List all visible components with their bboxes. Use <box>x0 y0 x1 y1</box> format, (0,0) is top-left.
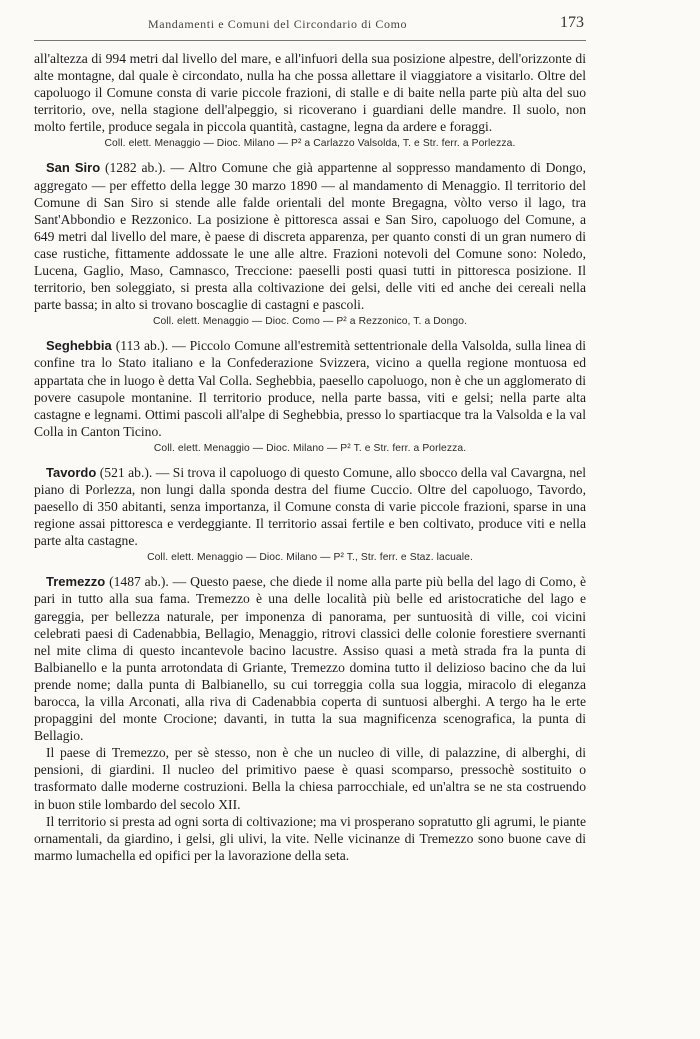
entry-paragraph <box>34 573 586 744</box>
entry-coll-line: Coll. elett. Menaggio — Dioc. Milano — P² T., Str. ferr. e Staz. lacuale. <box>147 552 473 564</box>
intro-coll-line: Coll. elett. Menaggio — Dioc. Milano — P² a Carlazzo Valsolda, T. e Str. ferr. a Porlezza. <box>104 138 516 150</box>
body-text <box>34 50 586 864</box>
entry-text: (113 ab.). — Piccolo Comune all'estremità settentrionale della Valsolda, sulla linea di confine tra lo Stato italiano e la Confederazione Svizzera, vicino a quella regione montuosa ed appartata che in luogo è detta Val Colla. Seghebbia, paesello capoluogo, non è che un agglomerato di povere casupole montanine. Il territorio produce, nella parte bassa, viti e gelsi; nella parte alta castagne e legnami. Ottimi pascoli all'alpe di Seghebbia, presso lo spartiacque tra la Valsolda e la val Colla in Canton Ticino. <box>34 338 586 439</box>
entry-coll-line: Coll. elett. Menaggio — Dioc. Milano — P² T. e Str. ferr. a Porlezza. <box>153 442 467 454</box>
entry-paragraph <box>34 159 586 313</box>
entry-name: Seghebbia <box>46 338 112 354</box>
entry-text: (1487 ab.). — Questo paese, che diede il nome alla parte più bella del lago di Como, è pari in tutto alla sua fama. Tremezzo è una delle località più belle ed aristocratiche del lago e gareggia, per bellezza naturale, per imponenza di panorama, per suntuosità di ville, coi vicini celebrati paesi di Cadenabbia, Bellagio, Menaggio, ritrovi classici delle colonie forestiere svernanti nel mite clima di questo incantevole bacino lacustre. Assiso quasi a metà strada fra la punta di Balbianello e la punta arrotondata di Griante, Tremezzo domina tutto il delizioso bacino che da lui prende nome; dalla punta di Balbianello, su cui torreggia colla sua loggia, miracolo di eleganza barocca, la villa Arconati, alla riva di Cadenabbia coperta di suntuosi alberghi. A tergo ha le erte propaggini del monte Crocione; davanti, in tutta la sua magnificenza scenografica, la punta di Bellagio. <box>34 574 586 744</box>
page-header <box>0 14 700 36</box>
entry-text: (521 ab.). — Si trova il capoluogo di questo Comune, allo sbocco della val Cavargna, nel piano di Porlezza, non lungi dalla sponda destra del fiume Cuccio. Oltre del capoluogo, Tavordo, paesello di 350 abitanti, senza importanza, il Comune consta di varie piccole frazioni, sparse in una regione assai pittoresca e verdeggiante. Il territorio assai fertile e ben coltivato, produce viti e nella parte alta castagne. <box>34 464 586 549</box>
entry-name: Tavordo <box>46 464 97 480</box>
entry-tavordo <box>34 464 586 565</box>
page-number: 173 <box>560 14 584 31</box>
entry-name: Tremezzo <box>46 574 106 590</box>
intro-paragraph: all'altezza di 994 metri dal livello del mare, e all'infuori della sua posizione alpestre, dell'orizzonte di alte montagne, dal quale è circondato, nulla ha che possa allettare il viaggiatore a visitarlo. Oltre del capoluogo il Comune consta di varie piccole frazioni, di stalle e di baite nella parte più alta del suo territorio, ove, nella stagione dell'alpeggio, si ricoverano i guardiani delle mandre. Il suolo, non molto fertile, produce segala in piccola quantità, castagne, legna da ardere e foraggi. <box>34 51 586 135</box>
entry-coll-line: Coll. elett. Menaggio — Dioc. Como — P² a Rezzonico, T. a Dongo. <box>152 316 468 328</box>
entry-tremezzo <box>34 573 586 864</box>
entry-seghebbia <box>34 337 586 456</box>
entry-san-siro <box>34 159 586 329</box>
tremezzo-paragraph-2: Il paese di Tremezzo, per sè stesso, non è che un nucleo di ville, di palazzine, di alberghi, di pensioni, di giardini. Il nucleo del primitivo paese è quasi scomparso, pressochè sostituito o trasformato dalle moderne costruzioni. Bella la chiesa parrocchiale, ed un'altra se ne sta costruendo in buon stile lombardo del secolo XII. <box>34 745 586 812</box>
entry-paragraph <box>34 337 586 440</box>
entry-text: (1282 ab.). — Altro Comune che già appartenne al soppresso mandamento di Dongo, aggregato — per effetto della legge 30 marzo 1890 — al mandamento di Menaggio. Il territorio del Comune di San Siro si stende alle falde orientali del monte Bregagna, vòlto verso il lago, tra Sant'Abbondio e Rezzonico. La posizione è pittoresca assai e San Siro, capoluogo del Comune, a 649 metri dal livello del mare, è paese di discreta apparenza, per quanto consti di un gran numero di case rustiche, fittamente addossate le une alle altre. Frazioni notevoli del Comune sono: Noledo, Lucena, Gaglio, Maso, Camnasco, Treccione: paeselli posti quasi tutti in pittoresca posizione. Il territorio, ben soleggiato, si presta alla coltivazione dei gelsi, delle viti ed anche dei cereali nella parte bassa; in alto si trovano boscaglie di castagni e pascoli. <box>34 160 586 313</box>
running-head: Mandamenti e Comuni del Circondario di Como <box>148 17 408 31</box>
entry-name: San Siro <box>46 160 101 176</box>
header-rule <box>34 40 586 41</box>
entry-paragraph <box>34 464 586 549</box>
tremezzo-paragraph-3: Il territorio si presta ad ogni sorta di coltivazione; ma vi prosperano sopratutto gli agrumi, le piante ornamentali, da giardino, i gelsi, gli ulivi, la vite. Nelle vicinanze di Tremezzo sono buone cave di marmo lumachella ed opifici per la lavorazione della seta. <box>34 813 586 863</box>
